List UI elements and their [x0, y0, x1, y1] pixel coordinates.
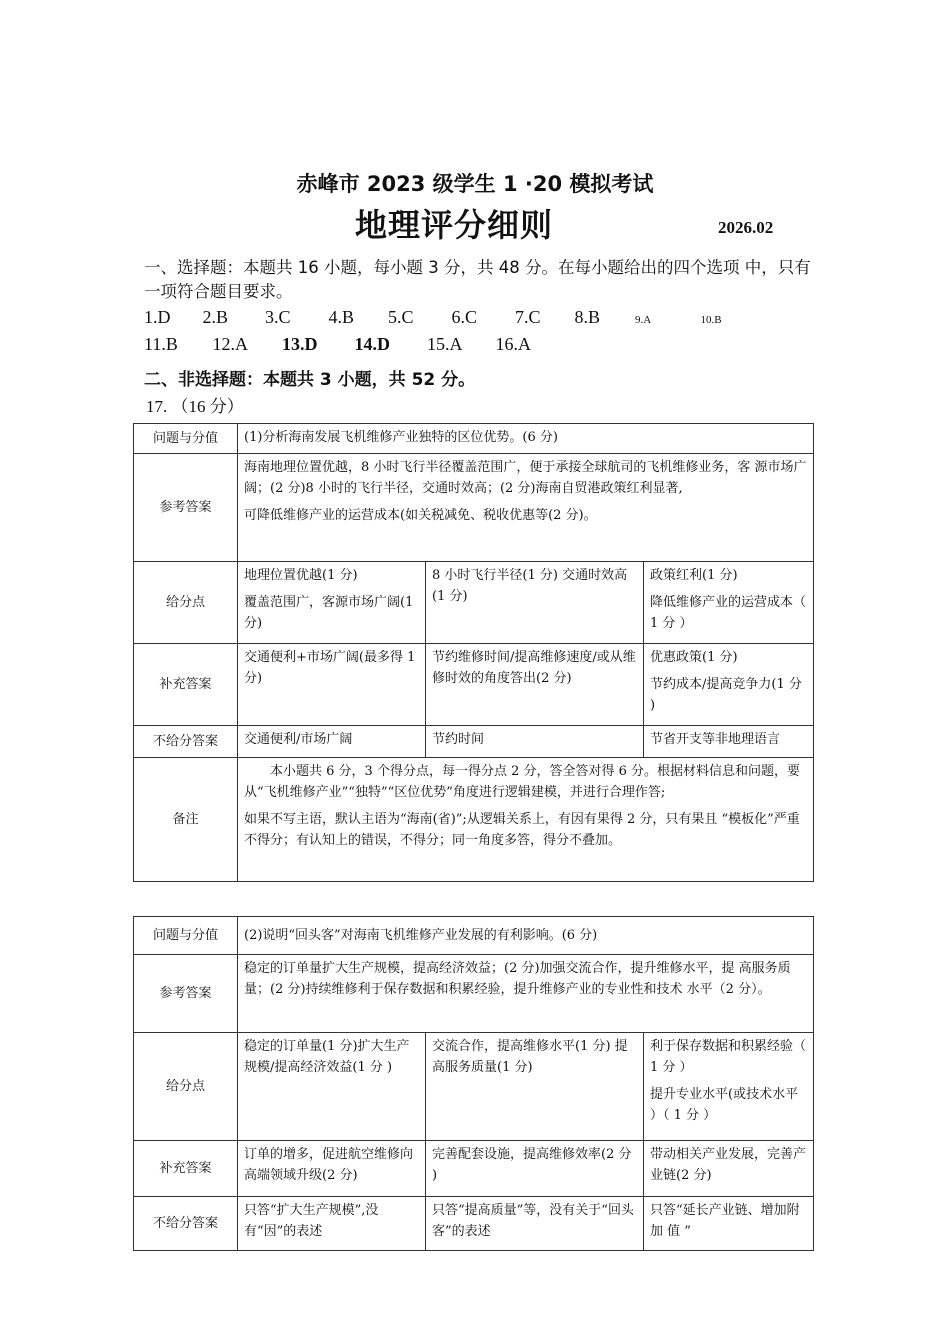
supplement-cell — [426, 644, 644, 726]
scoring-table-1 — [133, 423, 814, 882]
label-reference: 参考答案 — [134, 454, 238, 562]
label-supplement: 补充答案 — [134, 644, 238, 726]
answer-item: 1.D — [144, 307, 171, 327]
label-supplement: 补充答案 — [134, 1141, 238, 1197]
answer-item: 14.D — [354, 334, 390, 354]
reference-paragraph: 海南地理位置优越，8 小时飞行半径覆盖范围广，便于承接全球航司的飞机维修业务，客 源市场广阔；(2 分)8 小时的飞行半径，交通时效高；(2 分)海南自贸港政策红利显著, — [244, 460, 807, 496]
section2-heading: 二、非选择题：本题共 3 小题，共 52 分。 — [144, 370, 476, 390]
answer-item: 11.B — [144, 334, 178, 354]
supplement-cell — [238, 644, 426, 726]
answer-item: 16.A — [495, 334, 531, 354]
points-cell — [426, 1033, 644, 1141]
answer-item: 4.B — [328, 307, 355, 327]
scoring-table-2 — [133, 916, 814, 1251]
answer-item: 15.A — [427, 334, 463, 354]
answer-item: 5.C — [388, 307, 414, 327]
supplement-line: 优惠政策(1 分) — [650, 650, 738, 665]
answer-item: 9.A — [635, 314, 652, 326]
reference-paragraph: 可降低维修产业的运营成本(如关税减免、税收优惠等(2 分)。 — [244, 508, 597, 523]
label-points: 给分点 — [134, 562, 238, 644]
no-score-cell: 只答“扩大生产规模”,没有“因”的表述 — [238, 1197, 426, 1251]
document-title: 地理评分细则 — [355, 206, 554, 244]
answer-item: 10.B — [700, 314, 722, 326]
points-line: 政策红利(1 分) — [650, 568, 738, 583]
points-cell — [426, 562, 644, 644]
answer-item: 7.C — [515, 307, 541, 327]
answers-row-2 — [144, 334, 531, 355]
answer-item: 8.B — [574, 307, 601, 327]
label-question: 问题与分值 — [134, 917, 238, 955]
supplement-cell — [644, 644, 814, 726]
exam-title: 赤峰市 2023 级学生 1 ·20 模拟考试 — [296, 172, 654, 196]
answer-item: 3.C — [265, 307, 291, 327]
answers-row-1 — [144, 307, 722, 328]
supplement-line: 节约成本/提高竞争力(1 分 ) — [650, 677, 802, 713]
points-line: 交流合作，提高维修水平(1 分) 提高服务质量(1 分) — [432, 1039, 628, 1075]
supplement-line: 节约维修时间/提高维修速度/或从维修时效的角度答出(2 分) — [432, 650, 636, 686]
points-line: 稳定的订单量(1 分)扩大生产规模/提高经济效益(1 分 ) — [244, 1039, 410, 1075]
supplement-line: 交通便利+市场广阔(最多得 1 分) — [244, 650, 416, 686]
supplement-cell: 订单的增多，促进航空维修向高端领域升级(2 分) — [238, 1141, 426, 1197]
points-line: 提升专业水平(或技术水平 ）（ 1 分 ） — [650, 1087, 799, 1123]
no-score-cell: 只答“延长产业链、增加附 加 值 ” — [644, 1197, 814, 1251]
answer-item: 6.C — [451, 307, 478, 327]
label-notes: 备注 — [134, 758, 238, 882]
points-line: 利于保存数据和积累经验（ 1 分 ） — [650, 1039, 807, 1075]
supplement-cell: 完善配套设施，提高维修效率(2 分 ) — [426, 1141, 644, 1197]
reference-answer: 稳定的订单量扩大生产规模，提高经济效益；(2 分)加强交流合作，提升维修水平，提 高服务质量；(2 分)持续维修利于保存数据和积累经验，提升维修产业的专业性和技术 水平（2 分）。 — [238, 955, 814, 1033]
question-text: (2)说明“回头客”对海南飞机维修产业发展的有利影响。(6 分) — [238, 917, 814, 955]
notes-paragraph: 如果不写主语，默认主语为“海南(省)”;从逻辑关系上，有因有果得 2 分，只有果且 “模板化”严重不得分；有认知上的错误，不得分；同一角度多答，得分不叠加。 — [244, 812, 800, 848]
label-no-score: 不给分答案 — [134, 726, 238, 758]
no-score-cell: 节省开支等非地理语言 — [644, 726, 814, 758]
points-cell — [238, 562, 426, 644]
points-line: 覆盖范围广，客源市场广阔(1 分) — [244, 595, 414, 631]
points-cell — [238, 1033, 426, 1141]
points-cell — [644, 562, 814, 644]
no-score-cell: 交通便利/市场广阔 — [238, 726, 426, 758]
label-reference: 参考答案 — [134, 955, 238, 1033]
answer-item: 13.D — [282, 334, 318, 354]
label-points: 给分点 — [134, 1033, 238, 1141]
document-date: 2026.02 — [718, 218, 774, 237]
notes-cell — [238, 758, 814, 882]
points-line: 降低维修产业的运营成本（ 1 分 ） — [650, 595, 807, 631]
label-no-score: 不给分答案 — [134, 1197, 238, 1251]
points-cell — [644, 1033, 814, 1141]
label-question: 问题与分值 — [134, 424, 238, 454]
answer-item: 2.B — [202, 307, 229, 327]
question-text: (1)分析海南发展飞机维修产业独特的区位优势。(6 分) — [238, 424, 814, 454]
section1-intro: 一、选择题：本题共 16 小题，每小题 3 分，共 48 分。在每小题给出的四个选项 中，只有一项符合题目要求。 — [144, 258, 811, 301]
no-score-cell: 只答“提高质量”等，没有关于“回头客”的表述 — [426, 1197, 644, 1251]
notes-paragraph: 本小题共 6 分，3 个得分点，每一得分点 2 分，答全答对得 6 分。根据材料信息和问题，要从“飞机维修产业”“独特”“区位优势”角度进行逻辑建模，并进行合理作答; — [244, 764, 801, 800]
reference-answer — [238, 454, 814, 562]
supplement-cell: 带动相关产业发展，完善产业链(2 分) — [644, 1141, 814, 1197]
points-line: 地理位置优越(1 分) — [244, 568, 358, 583]
question-17-label: 17. （16 分） — [146, 397, 244, 416]
no-score-cell: 节约时间 — [426, 726, 644, 758]
points-line: 8 小时飞行半径(1 分) 交通时效高(1 分) — [432, 568, 628, 604]
answer-item: 12.A — [212, 334, 248, 354]
